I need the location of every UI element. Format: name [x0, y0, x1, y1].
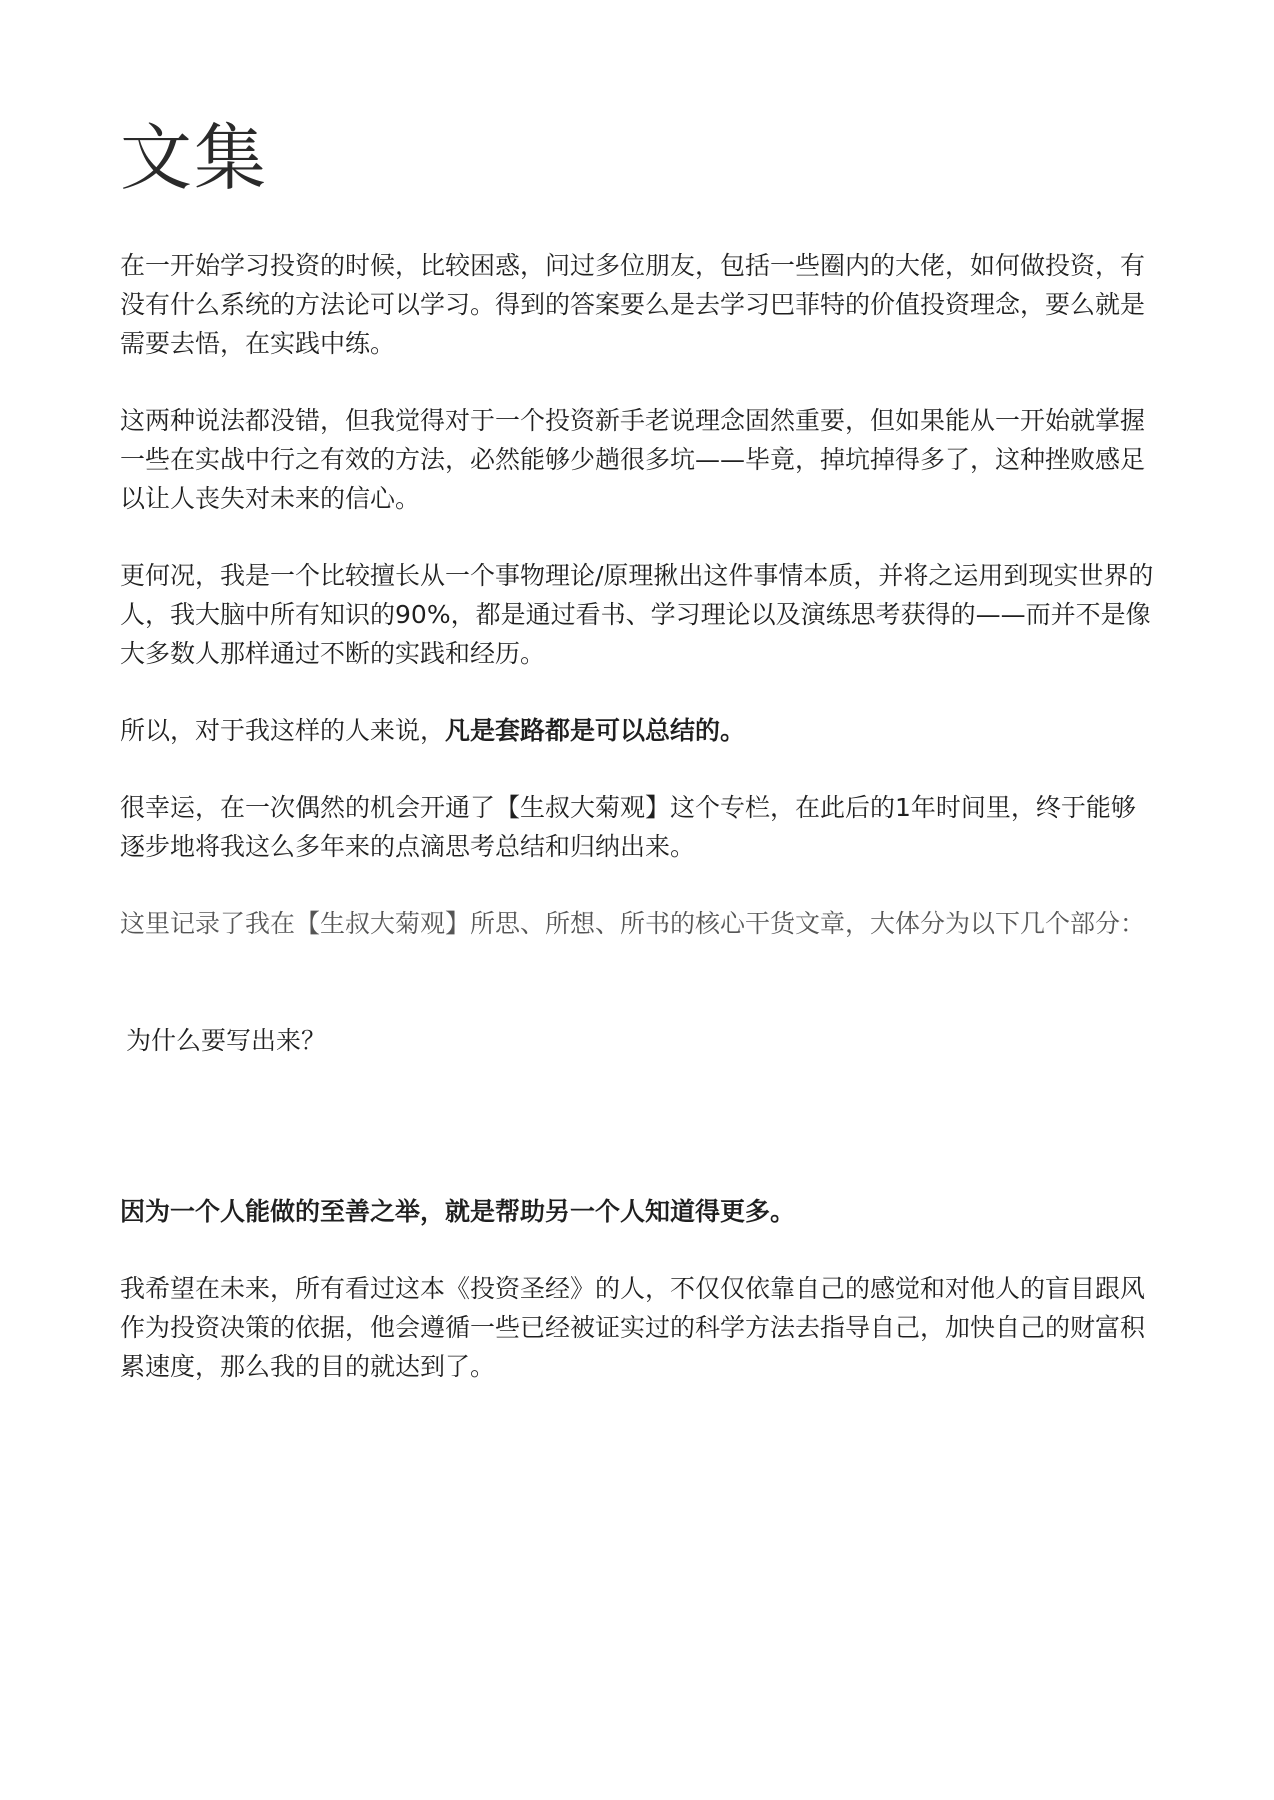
- conclusion-prefix: 所以，对于我这样的人来说，: [120, 716, 446, 745]
- paragraph-column: 很幸运，在一次偶然的机会开通了【生叔大菊观】这个专栏，在此后的1年时间里，终于能够逐步地将我这么多年来的点滴思考总结和归纳出来。: [120, 793, 1136, 861]
- paragraph-hope: 我希望在未来，所有看过这本《投资圣经》的人，不仅仅依靠自己的感觉和对他人的盲目跟风作为投资决策的依据，他会遵循一些已经被证实过的科学方法去指导自己，加快自己的财富积累速度，那么我的目的就达到了。: [120, 1274, 1146, 1381]
- paragraph-intro: 在一开始学习投资的时候，比较困惑，问过多位朋友，包括一些圈内的大佬，如何做投资，有没有什么系统的方法论可以学习。得到的答案要么是去学习巴菲特的价值投资理念，要么就是需要去悟，在实践中练。: [120, 251, 1146, 358]
- paragraph-contents: 这里记录了我在【生叔大菊观】所思、所想、所书的核心干货文章，大体分为以下几个部分：: [120, 909, 1146, 938]
- page-title: 文集: [120, 116, 269, 200]
- conclusion-bold: 凡是套路都是可以总结的。: [445, 716, 746, 745]
- document-page: [120, 110, 1160, 1386]
- paragraph-conclusion: [120, 711, 1160, 750]
- paragraph-methods: 这两种说法都没错，但我觉得对于一个投资新手老说理念固然重要，但如果能从一开始就掌握一些在实战中行之有效的方法，必然能够少趟很多坑——毕竟，掉坑掉得多了，这种挫败感足以让人丧失对未来的信心。: [120, 406, 1146, 513]
- paragraph-motto: 因为一个人能做的至善之举，就是帮助另一个人知道得更多。: [120, 1197, 796, 1226]
- question-heading: 为什么要写出来？: [126, 1026, 327, 1055]
- paragraph-theory: 更何况，我是一个比较擅长从一个事物理论/原理揪出这件事情本质，并将之运用到现实世界的人，我大脑中所有知识的90%，都是通过看书、学习理论以及演练思考获得的——而并不是像大多数人那样通过不断的实践和经历。: [120, 561, 1154, 668]
